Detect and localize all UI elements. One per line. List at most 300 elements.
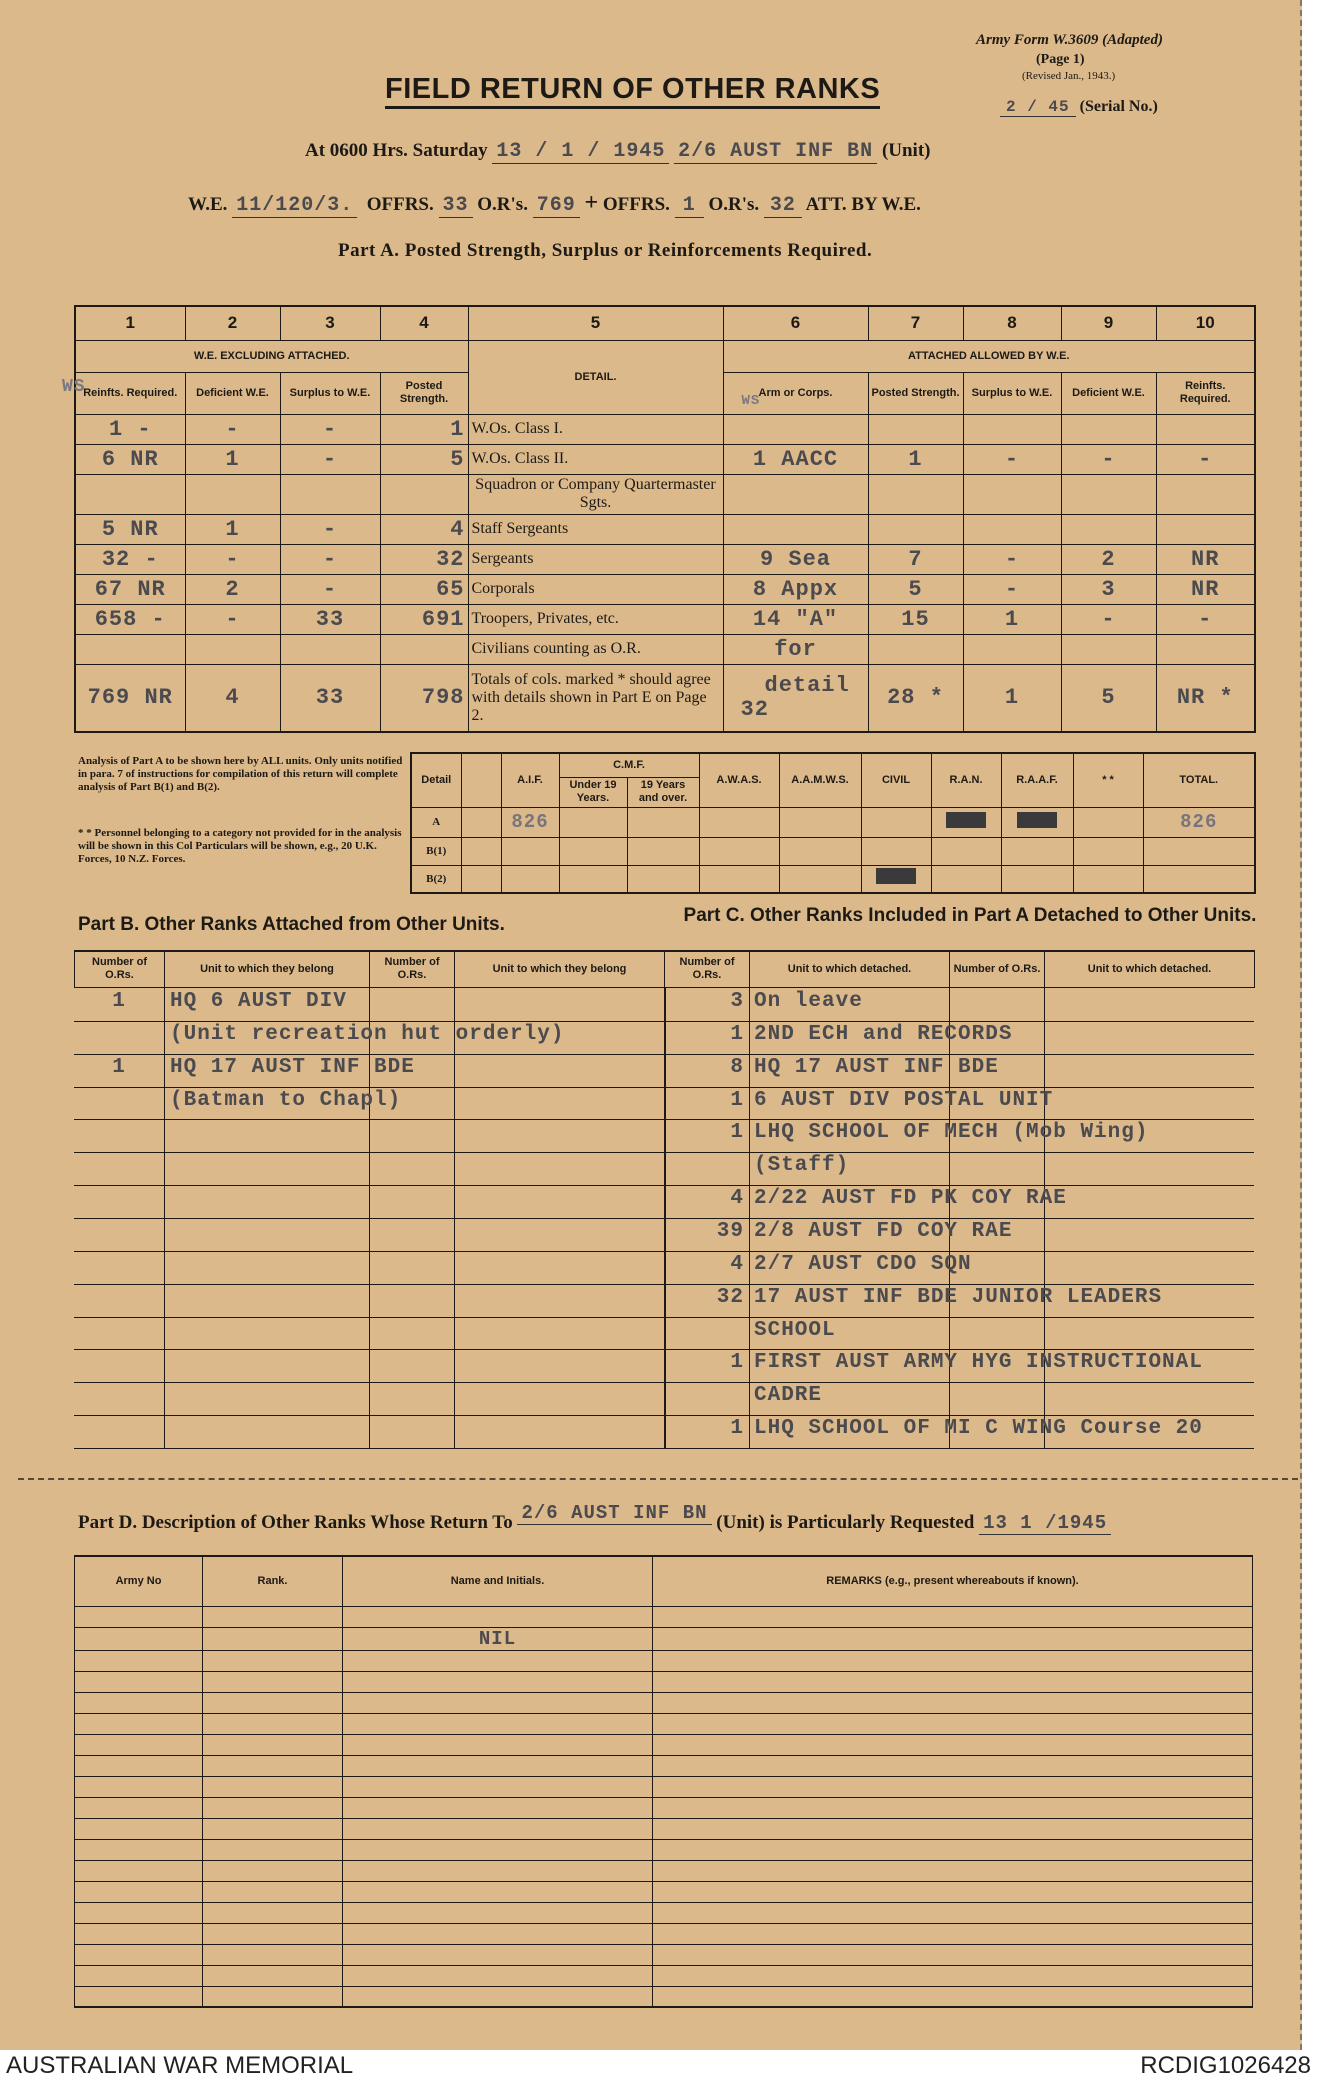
row-unit: 6 AUST DIV POSTAL UNIT (754, 1088, 1054, 1112)
deficient-att-header: Deficient W.E. (1061, 372, 1156, 414)
table-row (75, 1902, 1253, 1923)
analysis-cell (861, 837, 931, 865)
part-c-unit-header-2: Unit to which detached. (1045, 951, 1255, 987)
part-c-title: Part C. Other Ranks Included in Part A Detached to Other Units. (683, 905, 1257, 926)
cell-deficient-att: 2 (1061, 544, 1156, 574)
table-row (75, 1692, 1253, 1713)
table-row (664, 1218, 1254, 1252)
nil-entry: NIL (343, 1627, 653, 1650)
table-row (75, 514, 1255, 544)
cell-arm-total: 32 (740, 696, 769, 722)
blank-cell (343, 1755, 653, 1776)
blank-cell (343, 1944, 653, 1965)
blank-cell (343, 1965, 653, 1986)
cell-surplus (280, 474, 380, 514)
table-row (74, 1021, 664, 1055)
analysis-cell (931, 837, 1001, 865)
establishment-line: W.E. 11/120/3. OFFRS. 33 O.R's. 769 + OFFRS. 1 O.R's. 32 ATT. BY W.E. (188, 190, 921, 217)
analysis-civil-cell (861, 865, 931, 893)
table-row (664, 1251, 1254, 1285)
blank-cell (203, 1860, 343, 1881)
blank-cell (653, 1923, 1253, 1944)
row-unit: LHQ SCHOOL OF MECH (Mob Wing) (754, 1121, 1149, 1145)
part-c-number-header-2: Number of O.Rs. (950, 951, 1045, 987)
cell-reinfts-att: NR (1156, 544, 1255, 574)
cell-arm: 14 "A" (723, 604, 868, 634)
table-row (75, 1839, 1253, 1860)
col-number: 4 (380, 306, 468, 340)
blank-cell (203, 1818, 343, 1839)
cell-posted-att (868, 514, 963, 544)
analysis-row-label: B(1) (411, 837, 461, 865)
col-number: 1 (75, 306, 185, 340)
blank-cell (343, 1650, 653, 1671)
table-row (664, 1415, 1254, 1449)
cell-detail: Staff Sergeants (468, 514, 723, 544)
table-row (75, 544, 1255, 574)
blank-cell (203, 1627, 343, 1650)
table-row (75, 1881, 1253, 1902)
name-header: Name and Initials. (343, 1556, 653, 1606)
posted-strength-header: Posted Strength. (380, 372, 468, 414)
table-row (75, 444, 1255, 474)
analysis-table (410, 752, 1256, 894)
cell-posted-att (868, 474, 963, 514)
row-number: 1 (112, 990, 126, 1013)
table-row (75, 604, 1255, 634)
table-row (75, 1627, 1253, 1650)
blank-cell (203, 1692, 343, 1713)
cell-reinfts-att: NR * (1156, 664, 1255, 732)
cell-detail: Troopers, Privates, etc. (468, 604, 723, 634)
row-unit: 2ND ECH and RECORDS (754, 1022, 1013, 1046)
row-unit: (Unit recreation hut orderly) (170, 1022, 565, 1046)
attached-allowed-header: ATTACHED ALLOWED BY W.E. (723, 340, 1255, 372)
analysis-cell (699, 807, 779, 837)
blank-cell (343, 1902, 653, 1923)
cell-surplus-att: 1 (963, 664, 1061, 732)
cell-surplus: - (280, 544, 380, 574)
analysis-ran-cell (931, 807, 1001, 837)
table-row (75, 1818, 1253, 1839)
analysis-cell (779, 807, 861, 837)
col-number: 10 (1156, 306, 1255, 340)
blank-cell (653, 1860, 1253, 1881)
cell-detail: Totals of cols. marked * should agree with details shown in Part E on Page 2. (468, 664, 723, 732)
table-row (75, 1606, 1253, 1627)
blank-cell (653, 1627, 1253, 1650)
part-b-table (74, 950, 665, 988)
analysis-cell (1001, 865, 1073, 893)
part-d-title: Part D. Description of Other Ranks Whose Return To 2/6 AUST INF BN (Unit) is Particularly Requested 13 1 /1945 (78, 1512, 1111, 1534)
part-d-unit: 2/6 AUST INF BN (517, 1502, 711, 1525)
ors-value: 769 (533, 194, 580, 218)
analysis-cell (559, 807, 627, 837)
analysis-spacer (461, 807, 501, 837)
cell-surplus-att: - (963, 544, 1061, 574)
cell-detail: Squadron or Company Quartermaster Sgts. (468, 474, 723, 514)
part-b-unit-header: Unit to which they belong (165, 951, 370, 987)
table-row (664, 1284, 1254, 1318)
cell-deficient: 1 (185, 514, 280, 544)
part-b-number-header: Number of O.Rs. (75, 951, 165, 987)
table-row (74, 1349, 664, 1383)
blank-cell (343, 1923, 653, 1944)
cell-surplus-att (963, 514, 1061, 544)
cell-reinfts: 67 NR (75, 574, 185, 604)
return-date: 13 / 1 / 1945 (492, 140, 669, 164)
analysis-cell (501, 865, 559, 893)
detail-header: DETAIL. (468, 340, 723, 414)
analysis-cell (627, 837, 699, 865)
cell-surplus: - (280, 414, 380, 444)
row-number: 4 (730, 1252, 744, 1276)
cell-posted-att: 28 * (868, 664, 963, 732)
table-row (74, 1251, 664, 1285)
analysis-raaf-cell (1001, 807, 1073, 837)
surplus-att-header: Surplus to W.E. (963, 372, 1061, 414)
blank-cell (75, 1671, 203, 1692)
cell-surplus: - (280, 444, 380, 474)
blank-cell (653, 1671, 1253, 1692)
blank-cell (203, 1944, 343, 1965)
row-unit: 2/8 AUST FD COY RAE (754, 1220, 1013, 1243)
analysis-cell (501, 837, 559, 865)
table-row (75, 1671, 1253, 1692)
analysis-other-header: * * (1073, 753, 1143, 807)
cell-reinfts-att (1156, 514, 1255, 544)
analysis-cell (627, 865, 699, 893)
blank-cell (653, 1797, 1253, 1818)
cell-reinfts (75, 474, 185, 514)
cell-reinfts-att: - (1156, 444, 1255, 474)
cell-surplus-att (963, 414, 1061, 444)
table-row (75, 1860, 1253, 1881)
blank-cell (203, 1606, 343, 1627)
serial-label: (Serial No.) (1079, 98, 1158, 115)
row-number: 8 (730, 1055, 744, 1079)
analysis-awas-header: A.W.A.S. (699, 753, 779, 807)
archive-footer (0, 2050, 1321, 2082)
blank-cell (75, 1986, 203, 2007)
cell-reinfts: 769 NR (75, 664, 185, 732)
analysis-total-value: 826 (1143, 807, 1255, 837)
blank-cell (203, 1713, 343, 1734)
cell-deficient-att: - (1061, 444, 1156, 474)
blank-cell (343, 1606, 653, 1627)
table-row (664, 1382, 1254, 1416)
redaction-mark (946, 812, 986, 828)
blank-cell (343, 1986, 653, 2007)
table-row (75, 1986, 1253, 2007)
cell-reinfts-att (1156, 474, 1255, 514)
cell-arm (723, 414, 868, 444)
analysis-cell (559, 837, 627, 865)
cell-deficient: 2 (185, 574, 280, 604)
reinfts-required-header: WS Reinfts. Required. (75, 372, 185, 414)
part-d-date: 13 1 /1945 (979, 1512, 1111, 1535)
analysis-spacer (461, 865, 501, 893)
blank-cell (75, 1734, 203, 1755)
analysis-row-label: A (411, 807, 461, 837)
col-number: 3 (280, 306, 380, 340)
cell-surplus-att: - (963, 574, 1061, 604)
analysis-row-label: B(2) (411, 865, 461, 893)
table-row (74, 1218, 664, 1252)
analysis-row (411, 837, 1255, 865)
blank-cell (203, 1671, 343, 1692)
blank-cell (75, 1627, 203, 1650)
row-number: 1 (730, 1417, 744, 1441)
blank-cell (653, 1606, 1253, 1627)
cell-reinfts: 6 NR (75, 444, 185, 474)
cell-deficient (185, 474, 280, 514)
row-number: 1 (730, 1022, 744, 1046)
cell-arm: 1 AACC (723, 444, 868, 474)
rank-header: Rank. (203, 1556, 343, 1606)
cell-posted: 65 (380, 574, 468, 604)
cell-deficient (185, 634, 280, 664)
table-row (664, 988, 1254, 1022)
cell-surplus: 33 (280, 604, 380, 634)
analysis-aamws-header: A.A.M.W.S. (779, 753, 861, 807)
table-row (75, 1776, 1253, 1797)
cell-arm-note: detail (764, 672, 850, 698)
cell-posted-att: 7 (868, 544, 963, 574)
cell-detail: Sergeants (468, 544, 723, 574)
analysis-cell (1073, 807, 1143, 837)
cell-detail: W.Os. Class II. (468, 444, 723, 474)
cell-posted-att: 15 (868, 604, 963, 634)
blank-cell (343, 1671, 653, 1692)
cell-deficient: - (185, 604, 280, 634)
table-row (664, 1119, 1254, 1153)
part-b-number-header-2: Number of O.Rs. (370, 951, 455, 987)
table-row (664, 1349, 1254, 1383)
row-number: 1 (730, 1351, 744, 1375)
part-c-number-header: Number of O.Rs. (665, 951, 750, 987)
cell-reinfts: 658 - (75, 604, 185, 634)
col-number: 7 (868, 306, 963, 340)
cell-surplus-att (963, 474, 1061, 514)
blank-cell (75, 1818, 203, 1839)
ors-att-value: 32 (764, 194, 802, 218)
offrs-value: 33 (439, 194, 473, 218)
table-row (74, 1054, 664, 1088)
table-row (664, 1087, 1254, 1121)
blank-cell (203, 1755, 343, 1776)
blank-cell (343, 1881, 653, 1902)
row-number: 1 (730, 1121, 744, 1145)
table-row (74, 1284, 664, 1318)
analysis-over19-header: 19 Years and over. (627, 777, 699, 807)
blank-cell (343, 1818, 653, 1839)
blank-cell (203, 1965, 343, 1986)
part-a-table (62, 305, 1256, 733)
part-b-body (74, 988, 664, 1448)
cell-surplus-att: - (963, 444, 1061, 474)
analysis-aif-value: 826 (501, 807, 559, 837)
analysis-cell (1001, 837, 1073, 865)
analysis-cmf-header: C.M.F. (559, 753, 699, 777)
cell-surplus: - (280, 574, 380, 604)
cell-reinfts: 32 - (75, 544, 185, 574)
blank-cell (653, 1734, 1253, 1755)
unit-name: 2/6 AUST INF BN (674, 140, 877, 164)
cell-deficient-att (1061, 634, 1156, 664)
row-number: 1 (730, 1088, 744, 1112)
cell-arm: 8 Appx (723, 574, 868, 604)
redaction-mark (876, 868, 916, 884)
table-row (74, 1415, 664, 1449)
blank-cell (343, 1860, 653, 1881)
cell-deficient-att: - (1061, 604, 1156, 634)
cell-surplus-att: 1 (963, 604, 1061, 634)
row-unit: 2/7 AUST CDO SQN (754, 1252, 972, 1276)
analysis-spacer (461, 837, 501, 865)
ws-mark: WS (741, 392, 761, 409)
cell-deficient-att: 5 (1061, 664, 1156, 732)
analysis-cell (1143, 837, 1255, 865)
cell-posted: 4 (380, 514, 468, 544)
blank-cell (343, 1692, 653, 1713)
col-number: 9 (1061, 306, 1156, 340)
table-row (75, 474, 1255, 514)
archive-id: RCDIG1026428 (1140, 2052, 1311, 2079)
blank-cell (653, 1965, 1253, 1986)
analysis-cell (699, 865, 779, 893)
analysis-spacer (461, 753, 501, 807)
cell-reinfts: 1 - (75, 414, 185, 444)
blank-cell (203, 1881, 343, 1902)
cell-deficient-att: 3 (1061, 574, 1156, 604)
cell-posted (380, 474, 468, 514)
blank-cell (203, 1650, 343, 1671)
form-page: (Page 1) (1036, 52, 1085, 67)
table-row (75, 414, 1255, 444)
cell-detail: W.Os. Class I. (468, 414, 723, 444)
row-unit: 2/22 AUST FD PK COY RAE (754, 1187, 1067, 1211)
deficient-we-header: Deficient W.E. (185, 372, 280, 414)
col-number: 8 (963, 306, 1061, 340)
row-unit: (Staff) (754, 1154, 850, 1178)
cell-arm (723, 474, 868, 514)
form-id: Army Form W.3609 (Adapted) (976, 32, 1163, 48)
table-row (74, 988, 664, 1022)
table-row (75, 634, 1255, 664)
cell-deficient: 1 (185, 444, 280, 474)
cell-deficient: 4 (185, 664, 280, 732)
part-d-table (74, 1555, 1253, 2008)
analysis-cell (1073, 865, 1143, 893)
part-b-unit-header-2: Unit to which they belong (455, 951, 665, 987)
remarks-header: REMARKS (e.g., present whereabouts if known). (653, 1556, 1253, 1606)
table-row (75, 1755, 1253, 1776)
analysis-cell (779, 865, 861, 893)
analysis-row (411, 865, 1255, 893)
cell-deficient: - (185, 544, 280, 574)
row-number: 4 (730, 1187, 744, 1211)
analysis-total-header: TOTAL. (1143, 753, 1255, 807)
blank-cell (653, 1902, 1253, 1923)
table-row (664, 1152, 1254, 1186)
blank-cell (203, 1986, 343, 2007)
cell-deficient-att (1061, 414, 1156, 444)
cell-arm (723, 664, 868, 732)
surplus-we-header: Surplus to W.E. (280, 372, 380, 414)
cell-reinfts-att (1156, 634, 1255, 664)
row-number: 1 (112, 1055, 126, 1079)
archive-name: AUSTRALIAN WAR MEMORIAL (6, 2052, 354, 2079)
reinfts-att-header: Reinfts. Required. (1156, 372, 1255, 414)
cell-posted: 32 (380, 544, 468, 574)
analysis-cell (931, 865, 1001, 893)
part-a-title: Part A. Posted Strength, Surplus or Reinforcements Required. (338, 240, 873, 261)
blank-cell (75, 1923, 203, 1944)
blank-cell (75, 1713, 203, 1734)
row-unit: CADRE (754, 1384, 823, 1408)
table-row (74, 1087, 664, 1121)
cell-surplus: - (280, 514, 380, 544)
serial-number (1000, 98, 1158, 116)
table-row (75, 1944, 1253, 1965)
row-unit: HQ 6 AUST DIV (170, 990, 347, 1013)
arm-or-corps-header: Arm or Corps. WS (723, 372, 868, 414)
blank-cell (343, 1734, 653, 1755)
blank-cell (75, 1776, 203, 1797)
serial-value: 2 / 45 (1000, 98, 1076, 117)
blank-cell (75, 1965, 203, 1986)
redaction-mark (1017, 812, 1057, 828)
page-title: FIELD RETURN OF OTHER RANKS (385, 72, 880, 109)
blank-cell (75, 1944, 203, 1965)
cell-posted-att: 5 (868, 574, 963, 604)
row-unit: LHQ SCHOOL OF MI C WING Course 20 (754, 1417, 1203, 1441)
blank-cell (203, 1734, 343, 1755)
table-row (75, 1923, 1253, 1944)
blank-cell (343, 1839, 653, 1860)
blank-cell (653, 1881, 1253, 1902)
blank-cell (653, 1755, 1253, 1776)
form-revised: (Revised Jan., 1943.) (1022, 70, 1116, 82)
we-excluding-attached-header: W.E. EXCLUDING ATTACHED. (75, 340, 468, 372)
table-row (74, 1317, 664, 1351)
offrs-att-value: 1 (675, 194, 704, 218)
table-row (75, 1713, 1253, 1734)
analysis-raaf-header: R.A.A.F. (1001, 753, 1073, 807)
totals-row (75, 664, 1255, 732)
analysis-note: Analysis of Part A to be shown here by ALL units. Only units notified in para. 7 of instructions for compilation of this return will complete analysis of Part B(1) and B(2). (78, 755, 403, 793)
row-unit: 17 AUST INF BDE JUNIOR LEADERS (754, 1285, 1163, 1309)
analysis-row (411, 807, 1255, 837)
col-number: 6 (723, 306, 868, 340)
row-number: 3 (730, 990, 744, 1013)
analysis-cell (779, 837, 861, 865)
cell-arm: for (723, 634, 868, 664)
cell-posted: 5 (380, 444, 468, 474)
blank-cell (75, 1860, 203, 1881)
blank-cell (203, 1839, 343, 1860)
analysis-cell (1143, 865, 1255, 893)
table-row (664, 1021, 1254, 1055)
part-b-title: Part B. Other Ranks Attached from Other Units. (78, 914, 505, 935)
row-unit: HQ 17 AUST INF BDE (754, 1055, 999, 1079)
cell-surplus-att (963, 634, 1061, 664)
analysis-cell (1073, 837, 1143, 865)
table-row (74, 1152, 664, 1186)
army-no-header: Army No (75, 1556, 203, 1606)
analysis-cell (699, 837, 779, 865)
